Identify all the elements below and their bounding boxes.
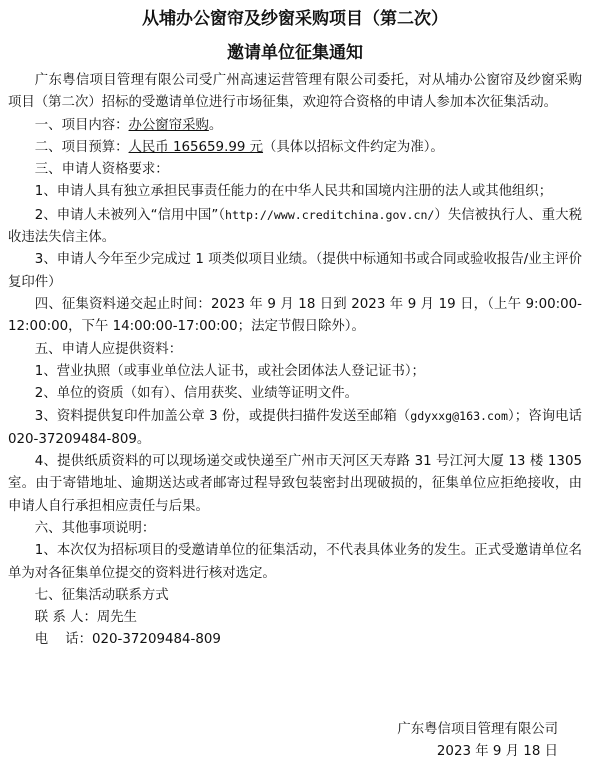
credit-china-url: http://www.creditchina.gov.cn/	[225, 207, 435, 222]
item-4: 四、征集资料递交起止时间：2023 年 9 月 18 日到 2023 年 9 月 19 日，（上午 9:00:00-12:00:00，下午 14:00:00-17:00:00；法定节假日除外）。	[8, 296, 582, 335]
item-2-note: （具体以招标文件约定为准）。	[263, 139, 444, 155]
item-5-2: 2、单位的资质（如有）、信用获奖、业绩等证明文件。	[34, 386, 358, 402]
item-3-3: 3、申请人今年至少完成过 1 项类似项目业绩。（提供中标通知书或合同或验收报告/业主评价复印件）	[8, 252, 582, 290]
document-title: 从埔办公窗帘及纱窗采购项目（第二次）	[142, 9, 448, 29]
signature-date: 2023 年 9 月 18 日	[436, 744, 558, 759]
item-2-label: 二、项目预算：	[34, 139, 129, 155]
contact-person: 联 系 人：周先生	[34, 610, 138, 626]
item-1-end: 。	[208, 117, 223, 133]
item-3-2	[8, 204, 582, 250]
item-5-3-text: 3、资料提供复印件加盖公章 3 份，或提供扫描件发送至邮箱（	[34, 409, 411, 425]
item-1	[8, 115, 582, 137]
item-5-3-tail: ）；咨询电话 020-37209484-809。	[8, 409, 582, 447]
item-1-value: 办公窗帘采购	[128, 117, 209, 133]
contact-phone: 电 话：020-37209484-809	[34, 632, 221, 648]
item-2	[8, 137, 582, 159]
item-6-heading: 六、其他事项说明：	[34, 520, 156, 536]
intro-paragraph: 广东粤信项目管理有限公司受广州高速运营管理有限公司委托，对从埔办公窗帘及纱窗采购项目（第二次）招标的受邀请单位进行市场征集，欢迎符合资格的申请人参加本次征集活动。	[8, 73, 582, 111]
document-body	[8, 70, 582, 652]
contact-email: gdyxxg@163.com	[410, 409, 508, 424]
item-5-heading: 五、申请人应提供资料：	[34, 341, 183, 357]
item-5-4: 4、提供纸质资料的可以现场递交或快递至广州市天河区天寿路 31 号江河大厦 13 楼 1305 室。由于寄错地址、逾期送达或者邮寄过程导致包装密封出现破损的，征集单位应拒绝接收，由申请人自行承担相应责任与后果。	[8, 454, 582, 514]
item-3-1: 1、申请人具有独立承担民事责任能力的在中华人民共和国境内注册的法人或其他组织；	[34, 184, 553, 200]
item-5-3	[8, 405, 582, 451]
item-7-heading: 七、征集活动联系方式	[34, 587, 169, 603]
item-6-1: 1、本次仅为招标项目的受邀请单位的征集活动，不代表具体业务的发生。正式受邀请单位名单为对各征集单位提交的资料进行核对选定。	[8, 543, 582, 581]
signature-company: 广东粤信项目管理有限公司	[397, 722, 558, 737]
item-3-2-text: 2、申请人未被列入“信用中国”（	[34, 207, 225, 223]
item-1-label: 一、项目内容：	[34, 117, 129, 133]
item-2-value: 人民币 165659.99 元	[128, 139, 264, 155]
item-5-1: 1、营业执照（或事业单位法人证书，或社会团体法人登记证书）；	[34, 363, 425, 379]
item-3-2-tail: ）失信被执行人、重大税收违法失信主体。	[8, 207, 582, 246]
item-3-heading: 三、申请人资格要求：	[34, 162, 169, 178]
document-subtitle: 邀请单位征集通知	[227, 43, 363, 63]
